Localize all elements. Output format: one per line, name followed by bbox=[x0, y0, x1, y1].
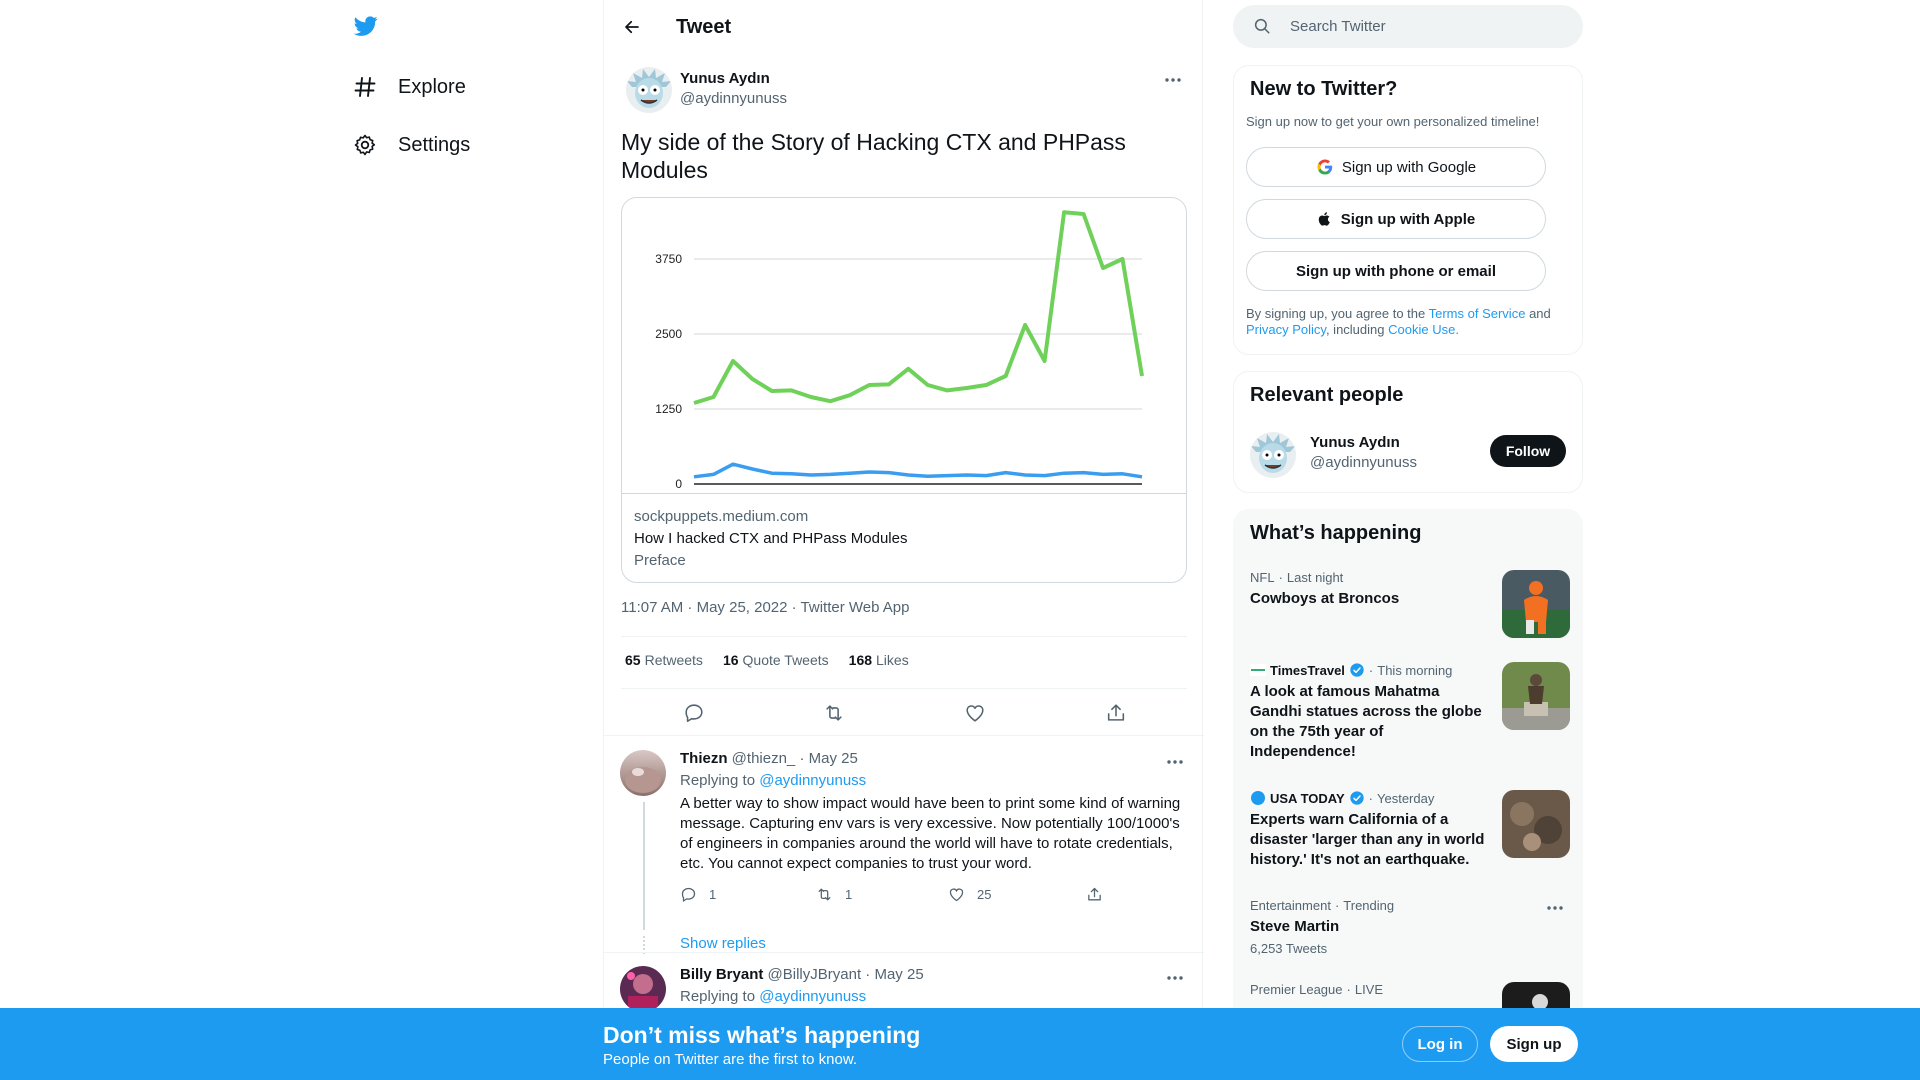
trend-context: NFL · Last night bbox=[1250, 570, 1344, 585]
retweet-icon bbox=[823, 702, 845, 724]
y-tick-label: 2500 bbox=[655, 327, 682, 341]
retweet-count: 1 bbox=[845, 887, 853, 902]
trend-source: TimesTravel bbox=[1270, 662, 1345, 678]
share-icon bbox=[1105, 702, 1127, 724]
trend-context: TimesTravel · This morning bbox=[1250, 662, 1570, 678]
replying-to bbox=[680, 772, 866, 789]
author-name[interactable]: Yunus Aydın bbox=[680, 70, 770, 87]
trend-category: NFL bbox=[1250, 570, 1275, 585]
retweet-button[interactable] bbox=[816, 886, 852, 903]
reply-date[interactable]: May 25 bbox=[808, 750, 858, 767]
banner-title: Don’t miss what’s happening bbox=[603, 1022, 921, 1048]
series-line-1 bbox=[694, 464, 1142, 477]
panel-title: New to Twitter? bbox=[1250, 78, 1398, 100]
signup-button[interactable]: Sign up bbox=[1490, 1026, 1578, 1062]
tweet-timestamp[interactable]: 11:07 AM · May 25, 2022 · Twitter Web App bbox=[621, 599, 910, 616]
trend-context: USA TODAY · Yesterday bbox=[1250, 790, 1570, 806]
replying-to-link[interactable]: @aydinnyunuss bbox=[759, 772, 867, 789]
page-title: Tweet bbox=[676, 16, 732, 38]
more-icon bbox=[1166, 975, 1184, 981]
nav-settings[interactable] bbox=[352, 120, 470, 170]
more-icon bbox=[1164, 77, 1182, 83]
reply-count: 1 bbox=[709, 887, 717, 902]
trend-source: USA TODAY bbox=[1270, 790, 1345, 806]
more-options-button[interactable] bbox=[1158, 70, 1188, 90]
trend-item[interactable] bbox=[1250, 982, 1570, 997]
trend-item[interactable] bbox=[1250, 570, 1570, 609]
arrow-left-icon bbox=[623, 18, 641, 36]
trend-count: 6,253 Tweets bbox=[1250, 941, 1328, 956]
avatar[interactable] bbox=[620, 966, 666, 1012]
trend-item[interactable] bbox=[1250, 898, 1570, 956]
twitter-logo-icon[interactable] bbox=[352, 14, 382, 40]
y-tick-label: 0 bbox=[675, 477, 682, 491]
main-column bbox=[603, 0, 1203, 1080]
verified-badge-icon bbox=[1349, 662, 1365, 678]
whats-happening-panel bbox=[1233, 509, 1583, 1029]
tweet-text: My side of the Story of Hacking CTX and PHPass Modules bbox=[621, 129, 1126, 183]
card-chart-image bbox=[622, 198, 1187, 494]
likes-label: Likes bbox=[876, 652, 909, 668]
cookie-link[interactable]: Cookie Use. bbox=[1388, 322, 1459, 337]
login-button[interactable]: Log in bbox=[1402, 1026, 1478, 1062]
hashtag-icon bbox=[352, 74, 378, 100]
like-button[interactable] bbox=[948, 886, 991, 903]
replying-prefix: Replying to bbox=[680, 988, 756, 1005]
nav-explore[interactable] bbox=[352, 62, 466, 112]
card-description: Preface bbox=[634, 552, 686, 569]
reply-author-handle[interactable]: @BillyJBryant bbox=[767, 966, 862, 983]
reply-text: A better way to show impact would have been to print some kind of warning message. Capturing env vars is very excessive. Now potentially 100/1000's of engineers in companies around the world will have to rotate credentials, etc. You cannot expect companies to trust your word. bbox=[680, 795, 1181, 872]
relevant-name[interactable]: Yunus Aydın bbox=[1310, 434, 1400, 451]
reply-tweet[interactable] bbox=[604, 750, 1204, 950]
line-chart bbox=[622, 198, 1187, 494]
panel-subtitle: Sign up now to get your own personalized timeline! bbox=[1246, 114, 1540, 129]
relevant-people-panel bbox=[1233, 371, 1583, 493]
likes-stat[interactable] bbox=[849, 652, 909, 668]
reply-author-name[interactable]: Thiezn bbox=[680, 750, 728, 767]
tweet-actions bbox=[621, 696, 1187, 730]
y-tick-label: 1250 bbox=[655, 402, 682, 416]
trend-context: Entertainment · Trending bbox=[1250, 898, 1395, 913]
retweet-icon bbox=[816, 886, 833, 903]
series-line-0 bbox=[694, 212, 1142, 403]
share-icon bbox=[1086, 886, 1103, 903]
trend-title: Experts warn California of a disaster 'larger than any in world history.' It's not an earthquake. bbox=[1250, 811, 1485, 868]
new-to-twitter-panel bbox=[1233, 65, 1583, 355]
divider bbox=[621, 636, 1187, 637]
source-logo-icon bbox=[1250, 664, 1266, 676]
trend-item[interactable] bbox=[1250, 662, 1570, 762]
divider bbox=[604, 952, 1204, 953]
share-button[interactable] bbox=[1103, 700, 1129, 726]
nav-explore-label: Explore bbox=[398, 75, 466, 98]
heart-icon bbox=[964, 702, 986, 724]
like-button[interactable] bbox=[962, 700, 988, 726]
like-count: 25 bbox=[977, 887, 992, 902]
reply-author-name[interactable]: Billy Bryant bbox=[680, 966, 764, 983]
more-options-button[interactable] bbox=[1540, 898, 1570, 918]
trend-title: Cowboys at Broncos bbox=[1250, 590, 1400, 607]
relevant-handle[interactable]: @aydinnyunuss bbox=[1310, 454, 1417, 471]
more-options-button[interactable] bbox=[1160, 752, 1190, 772]
gear-icon bbox=[352, 132, 378, 158]
reply-author-handle[interactable]: @thiezn_ bbox=[731, 750, 796, 767]
legal-and: and bbox=[1529, 306, 1551, 321]
privacy-link[interactable]: Privacy Policy bbox=[1246, 322, 1326, 337]
retweets-stat[interactable] bbox=[625, 652, 703, 668]
trend-time: Yesterday bbox=[1377, 790, 1435, 806]
search-box[interactable] bbox=[1233, 5, 1583, 48]
tweet-author bbox=[620, 65, 1188, 115]
trend-category: Entertainment bbox=[1250, 898, 1331, 913]
legal-including: , including bbox=[1325, 322, 1385, 337]
retweet-button[interactable] bbox=[821, 700, 847, 726]
show-replies-link[interactable]: Show replies bbox=[680, 935, 766, 952]
more-icon bbox=[1166, 759, 1184, 765]
search-input[interactable] bbox=[1290, 5, 1570, 48]
thread-line bbox=[643, 802, 645, 930]
reply-header: Thiezn @thiezn_ · May 25 bbox=[680, 750, 858, 767]
trend-thumbnail bbox=[1502, 662, 1570, 730]
link-card[interactable] bbox=[621, 197, 1187, 583]
divider bbox=[604, 735, 1204, 736]
tweet-stats bbox=[625, 652, 909, 668]
reply-button[interactable] bbox=[681, 700, 707, 726]
card-title: How I hacked CTX and PHPass Modules bbox=[634, 530, 908, 547]
nav-settings-label: Settings bbox=[398, 133, 471, 156]
avatar[interactable] bbox=[620, 750, 666, 796]
y-tick-label: 3750 bbox=[655, 252, 682, 266]
reply-icon bbox=[683, 702, 705, 724]
retweets-count: 65 bbox=[625, 652, 641, 668]
trend-time: Trending bbox=[1343, 898, 1395, 913]
signup-google-button[interactable] bbox=[1246, 147, 1546, 187]
more-options-button[interactable] bbox=[1160, 968, 1190, 988]
google-icon bbox=[1316, 158, 1334, 176]
reply-button[interactable] bbox=[680, 886, 716, 903]
signup-banner bbox=[0, 1008, 1920, 1080]
avatar[interactable] bbox=[1250, 432, 1296, 478]
trend-time: This morning bbox=[1377, 662, 1453, 678]
trend-thumbnail bbox=[1502, 570, 1570, 638]
back-button[interactable] bbox=[618, 13, 646, 41]
apple-icon bbox=[1317, 210, 1333, 228]
replying-to bbox=[680, 988, 866, 1005]
quotes-label: Quote Tweets bbox=[742, 652, 829, 668]
trend-time: Last night bbox=[1286, 570, 1344, 585]
trend-item[interactable] bbox=[1250, 790, 1570, 870]
legal-prefix: By signing up, you agree to the bbox=[1246, 306, 1426, 321]
search-icon bbox=[1253, 17, 1271, 40]
reply-actions bbox=[680, 886, 1120, 906]
top-bar bbox=[604, 0, 1204, 53]
share-button[interactable] bbox=[1086, 886, 1103, 903]
trend-title: A look at famous Mahatma Gandhi statues across the globe on the 75th year of Independence! bbox=[1250, 683, 1482, 760]
trend-title: Steve Martin bbox=[1250, 918, 1340, 935]
replying-to-link[interactable]: @aydinnyunuss bbox=[759, 988, 867, 1005]
trend-context: Premier League · LIVE bbox=[1250, 982, 1384, 997]
replying-prefix: Replying to bbox=[680, 772, 756, 789]
reply-header: Billy Bryant @BillyJBryant · May 25 bbox=[680, 966, 924, 983]
divider bbox=[621, 688, 1187, 689]
signup-apple-button[interactable] bbox=[1246, 199, 1546, 239]
trend-time: LIVE bbox=[1354, 982, 1384, 997]
reply-icon bbox=[680, 886, 697, 903]
terms-link[interactable]: Terms of Service bbox=[1428, 306, 1526, 321]
trend-category: Premier League bbox=[1250, 982, 1343, 997]
follow-button[interactable]: Follow bbox=[1490, 435, 1566, 467]
legal-text bbox=[1246, 306, 1566, 338]
likes-count: 168 bbox=[848, 652, 873, 668]
more-icon bbox=[1546, 905, 1564, 911]
trend-thumbnail bbox=[1502, 790, 1570, 858]
signup-phone-button[interactable] bbox=[1246, 251, 1546, 291]
quotes-stat[interactable] bbox=[723, 652, 829, 668]
heart-icon bbox=[948, 886, 965, 903]
avatar[interactable] bbox=[626, 67, 672, 113]
source-logo-icon bbox=[1250, 790, 1266, 806]
signup-phone-label: Sign up with phone or email bbox=[1295, 262, 1496, 280]
card-domain: sockpuppets.medium.com bbox=[634, 508, 809, 525]
author-handle[interactable]: @aydinnyunuss bbox=[680, 90, 787, 107]
verified-badge-icon bbox=[1349, 790, 1365, 806]
reply-date[interactable]: May 25 bbox=[874, 966, 924, 983]
quotes-count: 16 bbox=[722, 652, 739, 668]
banner-subtitle: People on Twitter are the first to know. bbox=[603, 1051, 858, 1068]
panel-title: What’s happening bbox=[1250, 522, 1422, 544]
retweets-label: Retweets bbox=[644, 652, 703, 668]
signup-google-label: Sign up with Google bbox=[1341, 158, 1477, 176]
panel-title: Relevant people bbox=[1250, 384, 1404, 406]
signup-apple-label: Sign up with Apple bbox=[1340, 210, 1476, 228]
